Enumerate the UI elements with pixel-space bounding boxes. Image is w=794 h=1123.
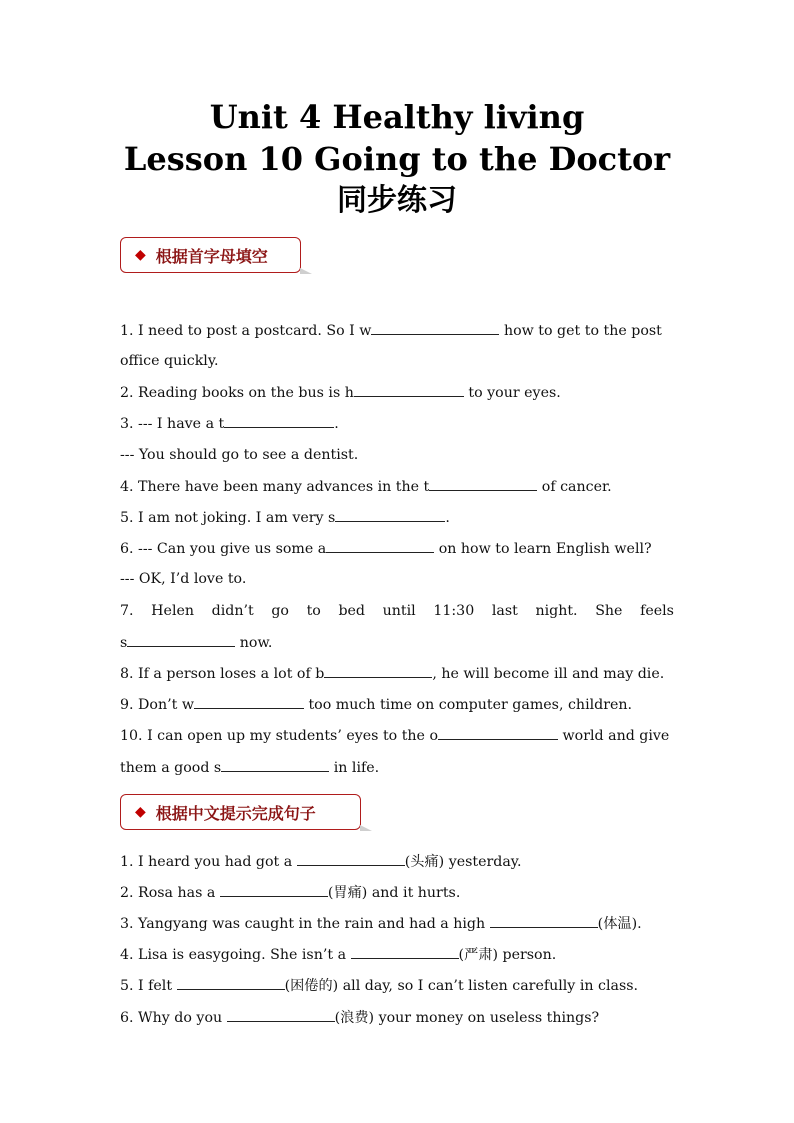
question-text: your money on useless things? — [374, 1010, 600, 1026]
diamond-icon: ◆ — [135, 247, 146, 263]
question-text: how to get to the post — [499, 323, 662, 339]
answer-blank[interactable] — [371, 320, 499, 335]
answer-blank[interactable] — [354, 382, 464, 397]
section-heading-2 — [120, 794, 361, 830]
tab-shadow — [300, 268, 312, 274]
question-9 — [120, 694, 674, 715]
answer-blank[interactable] — [438, 725, 558, 740]
question-text: 3. --- I have a t — [120, 416, 225, 432]
answer-blank[interactable] — [297, 851, 405, 866]
answer-blank[interactable] — [127, 632, 235, 647]
chinese-hint: (头痛) — [404, 854, 445, 870]
question-10 — [120, 725, 674, 746]
answer-blank[interactable] — [177, 975, 285, 990]
diamond-icon: ◆ — [135, 804, 146, 820]
answer-blank[interactable] — [429, 476, 537, 491]
question-text: yesterday. — [444, 854, 522, 870]
q7-word: last — [491, 603, 518, 619]
question-text: person. — [498, 947, 557, 963]
q7-word: bed — [338, 603, 366, 619]
question-8 — [120, 663, 674, 684]
question-text: 1. I need to post a postcard. So I w — [120, 323, 372, 339]
answer-blank[interactable] — [490, 913, 598, 928]
chinese-hint: (胃痛) — [327, 885, 368, 901]
chinese-hint: (严肃) — [458, 947, 498, 963]
section-heading-1 — [120, 237, 301, 273]
question-text: on how to learn English well? — [434, 541, 652, 557]
lesson-title: Lesson 10 Going to the Doctor — [123, 140, 671, 178]
exercise-title: 同步练习 — [337, 183, 457, 218]
completion-item-1 — [120, 851, 674, 872]
question-text: 6. --- Can you give us some a — [120, 541, 327, 557]
question-text: 2. Rosa has a — [120, 885, 220, 901]
question-3-reply: --- You should go to see a dentist. — [120, 447, 359, 463]
question-6-reply: --- OK, I’d love to. — [120, 571, 247, 587]
answer-blank[interactable] — [227, 1007, 335, 1022]
q7-word: until — [382, 603, 416, 619]
question-text: 5. I am not joking. I am very s — [120, 510, 336, 526]
question-2 — [120, 382, 674, 403]
completion-item-6 — [120, 1007, 674, 1028]
answer-blank[interactable] — [326, 538, 434, 553]
answer-blank[interactable] — [224, 413, 334, 428]
question-1-cont: office quickly. — [120, 353, 219, 369]
answer-blank[interactable] — [335, 507, 445, 522]
question-1 — [120, 320, 674, 341]
question-text: 6. Why do you — [120, 1010, 227, 1026]
question-text: 10. I can open up my students’ eyes to the o — [120, 728, 438, 744]
question-text: world and give — [558, 728, 670, 744]
q7-word: didn’t — [211, 603, 254, 619]
question-10-cont — [120, 757, 674, 778]
question-text: 3. Yangyang was caught in the rain and had a high — [120, 916, 490, 932]
answer-blank[interactable] — [194, 694, 304, 709]
question-text: and it hurts. — [367, 885, 461, 901]
q7-word: to — [306, 603, 321, 619]
q7-word: Helen — [151, 603, 195, 619]
question-text: now. — [235, 635, 273, 651]
question-text: 9. Don’t w — [120, 697, 194, 713]
section-heading-label: 根据中文提示完成句子 — [155, 803, 316, 823]
question-text: , he will become ill and may die. — [432, 666, 665, 682]
question-3 — [120, 413, 674, 434]
question-text: to your eyes. — [463, 385, 561, 401]
answer-blank[interactable] — [351, 944, 459, 959]
completion-item-5 — [120, 975, 674, 996]
question-text: of cancer. — [537, 479, 612, 495]
answer-blank[interactable] — [221, 757, 329, 772]
q7-word: night. — [535, 603, 578, 619]
question-text: 8. If a person loses a lot of b — [120, 666, 325, 682]
completion-item-3 — [120, 913, 674, 934]
question-text: . — [445, 510, 450, 526]
section-heading-label: 根据首字母填空 — [155, 246, 268, 266]
q7-word: She — [595, 603, 623, 619]
question-text: all day, so I can’t listen carefully in class. — [338, 978, 639, 994]
question-text: 1. I heard you had got a — [120, 854, 297, 870]
q7-word: go — [271, 603, 289, 619]
question-7-cont — [120, 632, 674, 653]
chinese-hint: (浪费) — [334, 1010, 375, 1026]
answer-blank[interactable] — [220, 882, 328, 897]
question-text: 4. Lisa is easygoing. She isn’t a — [120, 947, 351, 963]
question-text: . — [334, 416, 339, 432]
question-text: in life. — [329, 760, 380, 776]
question-5 — [120, 507, 674, 528]
q7-word: 11:30 — [433, 603, 475, 619]
question-7 — [120, 601, 674, 621]
unit-title: Unit 4 Healthy living — [209, 98, 585, 136]
question-text: . — [637, 916, 642, 932]
question-4 — [120, 476, 674, 497]
question-6 — [120, 538, 674, 559]
q7-word: 7. — [120, 603, 134, 619]
chinese-hint: (体温) — [597, 916, 638, 932]
question-text: too much time on computer games, children. — [303, 697, 633, 713]
question-text: s — [120, 635, 128, 651]
tab-shadow — [360, 825, 372, 831]
completion-item-4 — [120, 944, 674, 965]
question-text: them a good s — [120, 760, 222, 776]
chinese-hint: (困倦的) — [284, 978, 339, 994]
question-text: 5. I felt — [120, 978, 177, 994]
completion-item-2 — [120, 882, 674, 903]
question-text: 4. There have been many advances in the t — [120, 479, 430, 495]
q7-word: feels — [640, 603, 674, 619]
question-text: 2. Reading books on the bus is h — [120, 385, 354, 401]
answer-blank[interactable] — [324, 663, 432, 678]
